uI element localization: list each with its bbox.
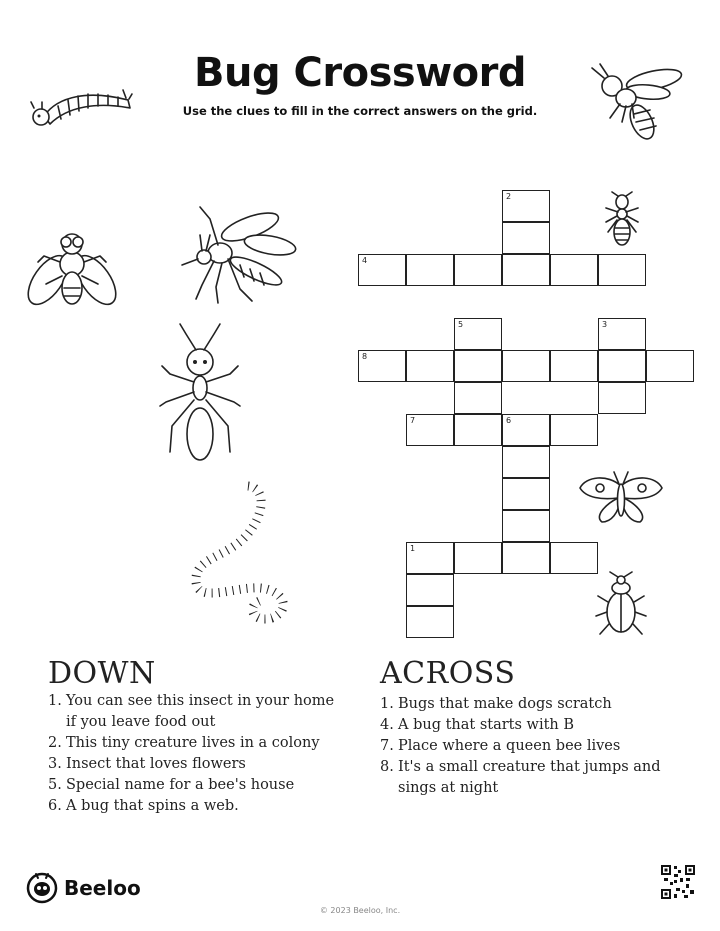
down-clue [48,733,348,754]
down-clue [48,796,348,817]
crossword-cell[interactable] [406,542,454,574]
clue-number: 7. [380,738,394,754]
crossword-cell[interactable] [454,542,502,574]
clue-text: A bug that starts with B [398,717,575,733]
crossword-cell[interactable] [550,254,598,286]
clue-number: 1. [48,693,62,709]
copyright-text: © 2023 Beeloo, Inc. [319,906,401,915]
crossword-cell[interactable] [454,318,502,350]
crossword-cell[interactable] [406,606,454,638]
crossword-cell[interactable] [598,254,646,286]
across-clue-list [380,694,700,799]
crossword-cell[interactable] [502,542,550,574]
crossword-cell[interactable] [358,254,406,286]
crossword-cell[interactable] [550,350,598,382]
page-title: Bug Crossword [194,50,526,96]
across-heading: ACROSS [380,656,516,691]
cell-number: 8 [362,352,368,361]
across-section [380,656,700,799]
crossword-cell[interactable] [502,350,550,382]
clue-text: A bug that spins a web. [66,798,239,814]
crossword-cell[interactable] [358,350,406,382]
crossword-cell[interactable] [454,414,502,446]
crossword-cell[interactable] [406,254,454,286]
clue-text: Insect that loves flowers [66,756,246,772]
down-clue [48,775,348,796]
cell-number: 3 [602,320,608,329]
crossword-cell[interactable] [502,190,550,222]
crossword-cell[interactable] [454,382,502,414]
clue-text: Place where a queen bee lives [398,738,621,754]
cell-number: 6 [506,416,512,425]
crossword-cell[interactable] [502,222,550,254]
crossword-cell[interactable] [406,350,454,382]
down-clue-list [48,691,348,817]
across-clue [380,757,700,799]
clue-text: You can see this insect in your home if you leave food out [66,693,335,730]
page-subtitle: Use the clues to fill in the correct answers on the grid. [182,104,538,118]
clue-number: 5. [48,777,62,793]
crossword-cell[interactable] [502,478,550,510]
clue-text: Special name for a bee's house [66,777,295,793]
clue-text: This tiny creature lives in a colony [66,735,320,751]
cell-number: 5 [458,320,464,329]
crossword-cell[interactable] [454,254,502,286]
crossword-cell[interactable] [502,446,550,478]
qr-code-icon[interactable] [660,862,696,902]
crossword-cell[interactable] [502,414,550,446]
down-clue [48,754,348,775]
crossword-cell[interactable] [406,414,454,446]
clue-text: Bugs that make dogs scratch [398,696,612,712]
crossword-cell[interactable] [550,414,598,446]
clue-number: 6. [48,798,62,814]
crossword-cell[interactable] [454,350,502,382]
down-clue [48,691,348,733]
beeloo-logo-icon [26,872,58,904]
clue-text: It's a small creature that jumps and sings at night [398,759,661,796]
clue-number: 8. [380,759,394,775]
cell-number: 4 [362,256,368,265]
crossword-cell[interactable] [646,350,694,382]
crossword-cell[interactable] [502,254,550,286]
clue-number: 3. [48,756,62,772]
cell-number: 2 [506,192,512,201]
down-section [48,656,348,817]
crossword-cell[interactable] [598,318,646,350]
clue-number: 4. [380,717,394,733]
crossword-cell[interactable] [550,542,598,574]
down-heading: DOWN [48,656,156,691]
crossword-cell[interactable] [406,574,454,606]
crossword-cell[interactable] [502,510,550,542]
across-clue [380,715,700,736]
clue-number: 1. [380,696,394,712]
cell-number: 7 [410,416,416,425]
crossword-cell[interactable] [598,382,646,414]
crossword-cell[interactable] [598,350,646,382]
cell-number: 1 [410,544,416,553]
across-clue [380,694,700,715]
clue-number: 2. [48,735,62,751]
brand-name: Beeloo [64,876,141,900]
across-clue [380,736,700,757]
